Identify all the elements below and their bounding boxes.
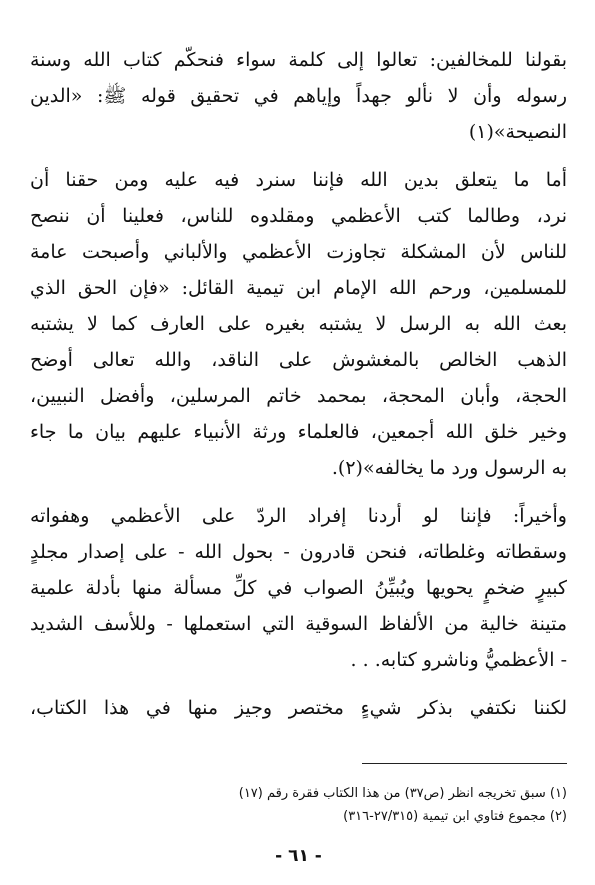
text-line: وخير خلق الله أجمعين، فالعلماء ورثة الأنبياء عليهم بيان ما جاء: [30, 421, 567, 443]
paragraph: [30, 690, 567, 726]
body-text: [30, 42, 567, 726]
text-line: بعث الله به الرسل لا يشتبه بغيره على العارف كما لا يشتبه: [30, 313, 567, 335]
paragraph: [30, 498, 567, 678]
text-line: الحجة، وأبان المحجة، بمحمد خاتم المرسلين، وأفضل النبيين،: [30, 385, 567, 407]
footnote: (١) سبق تخريجه انظر (ص٣٧) من هذا الكتاب فقرة رقم (١٧): [238, 786, 567, 801]
text-line: - الأعظميُّ وناشرو كتابه. . .: [350, 649, 567, 671]
text-line: نرد، وطالما كتب الأعظمي ومقلدوه للناس، فعلينا أن ننصح: [30, 205, 567, 227]
footnotes: [30, 782, 567, 828]
text-line: كبيرٍ ضخمٍ يحويها ويُبيِّنُ الصواب في كلِّ مسألة منها بأدلة علمية: [30, 577, 567, 599]
footnote: (٢) مجموع فتاوي ابن تيمية (٢٧/٣١٥-٣١٦): [343, 809, 567, 824]
document-page: [30, 0, 567, 885]
text-line: به الرسول ورد ما يخالفه»(٢).: [331, 457, 567, 479]
text-line: الذهب الخالص بالمغشوش على الناقد، والله تعالى أوضح: [30, 349, 567, 371]
text-line: النصيحة»(١): [468, 121, 567, 143]
text-line: وأخيراً: فإننا لو أردنا إفراد الردّ على الأعظمي وهفواته: [30, 505, 567, 527]
text-line: أما ما يتعلق بدين الله فإننا سنرد فيه عليه ومن حقنا أن: [30, 169, 567, 191]
text-line: للمسلمين، ورحم الله الإمام ابن تيمية القائل: «فإن الحق الذي: [30, 277, 567, 299]
page-number: - ٦١ -: [275, 846, 322, 866]
text-line: وسقطاته وغلطاته، فنحن قادرون - بحول الله - على إصدار مجلدٍ: [30, 541, 567, 563]
text-line: متينة خالية من الألفاظ السوقية التي استعملها - وللأسف الشديد: [30, 613, 567, 635]
paragraph: [30, 42, 567, 150]
paragraph: [30, 162, 567, 486]
text-line: بقولنا للمخالفين: تعالوا إلى كلمة سواء فنحكّم كتاب الله وسنة: [30, 49, 567, 71]
text-line: لكننا نكتفي بذكر شيءٍ مختصر وجيز منها في هذا الكتاب،: [30, 697, 567, 719]
text-line: للناس لأن المشكلة تجاوزت الأعظمي والألباني وأصبحت عامة: [30, 241, 567, 263]
footnote-separator: [362, 763, 567, 764]
text-line: رسوله وأن لا نألو جهداً وإياهم في تحقيق قوله ﷺ: «الدين: [30, 85, 567, 107]
